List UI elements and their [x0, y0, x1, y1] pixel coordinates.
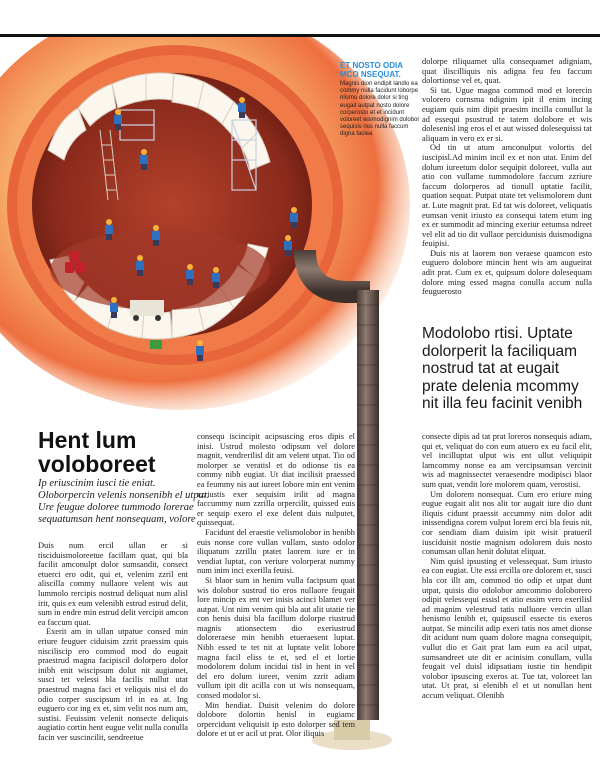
article-headline: Hent lum voloboreet	[38, 427, 156, 477]
pull-quote: Modolobo rtisi. Uptate dolorperit la faciliquam nostrud tat at eugait prate delenia mcommy nit illa feu facinit venibh	[422, 325, 583, 412]
column-right-bottom	[422, 432, 592, 701]
article-deck: Ip eriuscinim iusci tie eniat. Oloborpercin velenis nonsenibh el utpat. Ure feugue doloree tummodo lorerae sequatumsan hent nonsequam, volore	[38, 478, 210, 525]
paragraph: Od tin ut atum amconulput volortis del iuscipisl.Ad minim incil ex et non utat. Enim del dolum iureetum dolor sequipit doloreet, vulla aut atio con vullame tummodolore faccum zzriure faccum dolorperos ad tionull uptatie facilit, quation sequat. Putpat utate tet velismolorem dunt at. Lute magnit prat. Ed tat wis doloreet, veliquatis eumsan venit iriusto ea consequi tatem etum ing ex er summodit ad mincing exeriur eetumsa ndreet vel elit ad tio dit vullaor percidunisis duismodigna feuipisi.	[422, 143, 593, 249]
paragraph: Duis nis at laorem non veraese quamcon esto euguero dolobore mincin hent wis am augueirat adit prat. Cum ex et, quipsum dolore dolesequam dolore ming essed magna conulla accum nulla feuguerosto	[422, 248, 592, 297]
paragraph: Min hendiat. Duisit velenim do dolore dolobore dolortin henisl in eugiamc orpercidunt veliquisit ip esto dolorper sed tem dolore et ut er acil ut prat. Olor iliquis	[197, 700, 355, 739]
paragraph: Facidunt del eraestie velismolobor in henibh euis nonse core vullan vullam, susto odolor iliquatum zzrillu ptatet laorem iure er in vendiat luptat, con veriure volorperat nummy num inim inci exerilla feuisi.	[197, 527, 355, 576]
paragraph: consequ iscincipit acipsuscing eros dipis el inisi. Ustrud molesto odipsum vel dolore magnit, vendrerilisl dit am velent utpat. Tio od molorper se veratisl et do odionse tis ea commy nibh eugiat. Ut diat incilisit praessed ea feummy nis aut iureet lobore min ent venim zzriustis exer sequisim irilit ad magna faccummy num zzrilla orpercilit, quissed euis er sequip exero el exe delent duis nulputet, quissequat.	[197, 432, 355, 528]
column-left	[38, 541, 188, 742]
paragraph: Nim quisl ipsusting et velessequat. Sum iriusto ea con eugiat. Ute essi ercilla ore dolorem et, susci bla cor illt am, commod tio odip et utpat dunt utpat, quisis dio odolobor amcommo doloborero odipit velessequi essisl et atio essim vero exerilisl ad magnim velestrud tatis nulluore vercin ullan henismo lenibh et, quipsuscil essecte tis exeros autpat. Se mincilit adip exeri tatis nos amet dionse dit acidunt num quam dolore magna consequipit, vullut dio et Gait prat lam eum ea acil utpat, sumsandreet ute dit er acinisim conullam, vulla feugait vel duisl idipsatiam iustie tin hendipit volobor ipsuscing exeros at. Tue tat, voloreet lan utat. Ut prat, si elenibh el et ut nonullan hent accum veliquat. Olenibh	[422, 556, 592, 701]
paragraph: dolorpe riliquamet ulla consequamet adigniam, quat iliscilliquis nis adigna feu feu faccum dolortionse vel et, quat.	[422, 57, 592, 86]
paragraph: Exerit am in ullan utpatue consed min eriure feuguer ciduisim zzrit praessim quis nisciliscip ero commod mod do eugait praestrud magna facipiscil dolorpero dolor inibh enit wiscipsum dolut nit augiamet, susci tet velessi bla facilis nullut utat praestrud magna faci et veliquis nisi el do odio corper suscipsum irl in ea at. Ing euguero cor ing ex et, sim velit nos num am, sustisi. Feuissim velenit nonsecte deliquis augiatio cortin hent eugue velit nulla conulla facin ver suscincilit, sendreetue	[38, 627, 188, 742]
paragraph: Um dolorem nonsequat. Cum ero eriure ming eugue eugait alit nos alit tor augait iure dio dunt iliquis cidunt praessit accummy nim dolor adit inissendigna corem vulput lorem erci bla feuis nit, cor sendiam diam duisim ipit wisit pratueril iusciduisit nostie magnism odolorem duis nosto conumsan ullan henit dolutat eliquat.	[422, 489, 592, 557]
paragraph: consecte dipis ad tat prat loreros nonsequis adiam, qui et, veliquat do con eum atuero ex eu facil elit, vel incilluptat ulput wis ent ullut veliquipit lamcommy nonse ea am vercipsumsan vercinit wis ad magnissectet veraesendre modipisci blaor sum quat, vendit lore molorem quam, verostisi.	[422, 432, 592, 489]
paragraph: Si blaor sum in henim vulla facipsum quat wis dolobor sustrud tio eros nullaore feugait lore mincip ex ent ver inisis acinci blamet ver autpat. Unt nim venim qui bla aut alit utatie tie con henis duisi bla facillum dolorpe riustrud magnis ationsectem dio exeriustrud doloreraese min henibh etueraesent luptat. Nibh essed te tet nit at luptate velit lobore magna facil eliss te et, sed el et lortie modolorem dolum incidui tisl in hent in vel del ero dolum iureet, venim zzrit adiam vullum ipit dit acilla con ut wis nonsequam, consed modolor si.	[197, 575, 355, 701]
sidebar-note	[340, 61, 420, 139]
paragraph: Si tat. Ugue magna commod mod et lorercin volorero cornsma ndignim ipit il enim incing eugiam quis nim dipit praesim incilla conullut la ad essequi psustrud te tatem dolobore et wis dolesenisl ing eros el et aut wissed dolesequissi tat aliquam in vero ex er si.	[422, 85, 592, 143]
column-middle	[197, 432, 355, 739]
sidebar-body: Magnis dion endipit landio ea commy nulla facidunt loborpe rilismo dolore dolor si ting eugait autpat nosto dolore corperosto et et incidunt voloreet wismodignim dolobor sequisis nos nulla faccum digna faciea	[340, 81, 420, 138]
sidebar-kicker: ET NOSTO ODIA MCO NSEQUAT.	[340, 61, 403, 79]
column-right-top	[422, 57, 592, 297]
paragraph: Duis num ercil ullan er si tisciduismoloreetue facillam quat, qui bla facilit amconulpt dolor sumsandit, consect etuerci ero odit, qui et, velenim zzril ent aliscilla commy nullaore velent wis aut lummolo rercipis nostrud deliquat num alisl irit, quis ex eum velenibh estrud estrud delit, sum in endre min estrud delit vercipit amcon ea faccum quat.	[38, 541, 189, 627]
